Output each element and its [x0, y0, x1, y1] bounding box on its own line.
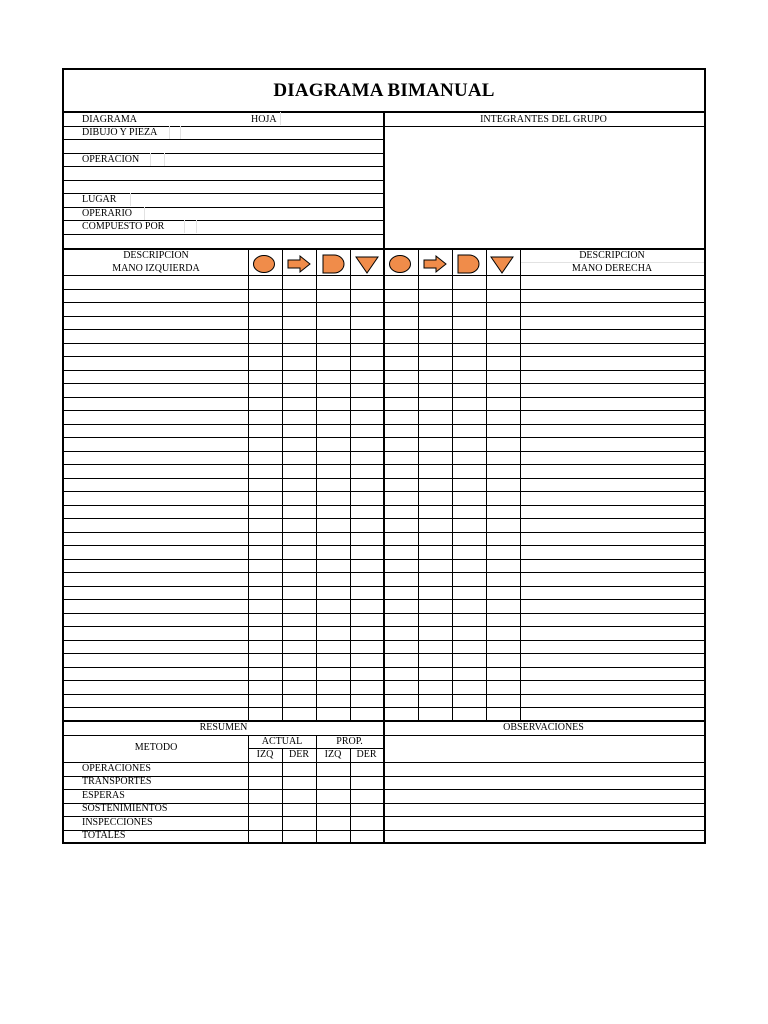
dibujo-pieza-label: DIBUJO Y PIEZA — [82, 127, 158, 138]
row-line — [64, 410, 704, 411]
divider — [280, 112, 281, 125]
row-line — [64, 275, 704, 276]
row-line — [64, 302, 704, 303]
operation-circle-icon — [250, 252, 278, 276]
row-line — [64, 626, 704, 627]
row-line — [64, 370, 704, 371]
actual-label: ACTUAL — [261, 736, 303, 747]
divider — [316, 249, 317, 720]
row-line — [64, 640, 704, 641]
summary-row-inspecciones: INSPECCIONES — [82, 817, 153, 828]
divider — [383, 249, 385, 720]
row-line — [64, 816, 704, 817]
row-line — [64, 424, 704, 425]
row-line — [64, 166, 383, 167]
summary-row-operaciones: OPERACIONES — [82, 763, 151, 774]
row-line — [64, 491, 704, 492]
divider — [130, 193, 131, 206]
transport-arrow-icon — [420, 252, 450, 276]
delay-d-icon — [453, 252, 483, 276]
left-hand-label: MANO IZQUIERDA — [112, 263, 200, 274]
row-line — [64, 316, 704, 317]
row-line — [64, 289, 704, 290]
row-line — [64, 532, 704, 533]
divider — [144, 207, 145, 220]
row-line — [64, 383, 704, 384]
row-line — [64, 437, 704, 438]
divider — [196, 220, 197, 233]
row-line — [64, 478, 704, 479]
row-line — [64, 329, 704, 330]
actual-der-label: DER — [289, 749, 309, 760]
divider — [282, 249, 283, 720]
row-line — [64, 343, 704, 344]
page-title: DIAGRAMA BIMANUAL — [273, 80, 495, 101]
row-line — [64, 559, 704, 560]
divider — [383, 126, 704, 127]
divider — [520, 262, 704, 263]
storage-triangle-icon — [352, 252, 382, 276]
row-line — [64, 518, 704, 519]
lugar-label: LUGAR — [82, 194, 117, 205]
row-line — [64, 397, 704, 398]
divider — [180, 126, 181, 139]
compuesto-por-label: COMPUESTO POR — [82, 221, 165, 232]
divider — [169, 126, 170, 139]
row-line — [64, 694, 704, 695]
transport-arrow-icon — [284, 252, 314, 276]
row-line — [64, 356, 704, 357]
actual-izq-label: IZQ — [256, 749, 274, 760]
hoja-label: HOJA — [251, 114, 277, 125]
operation-circle-icon — [386, 252, 414, 276]
integrantes-label: INTEGRANTES DEL GRUPO — [480, 114, 607, 125]
diagrama-label: DIAGRAMA — [82, 114, 137, 125]
row-line — [64, 464, 704, 465]
divider — [383, 111, 385, 248]
divider — [64, 762, 704, 763]
row-line — [64, 653, 704, 654]
row-line — [64, 667, 704, 668]
prop-label: PROP. — [336, 736, 363, 747]
row-line — [64, 234, 383, 235]
row-line — [64, 680, 704, 681]
row-line — [64, 789, 704, 790]
row-line — [64, 180, 383, 181]
operario-label: OPERARIO — [82, 208, 133, 219]
row-line — [64, 830, 704, 831]
divider — [383, 721, 385, 844]
metodo-label: METODO — [134, 742, 178, 753]
row-line — [64, 572, 704, 573]
summary-row-sostenimientos: SOSTENIMIENTOS — [82, 803, 168, 814]
divider — [64, 735, 704, 736]
row-line — [64, 613, 704, 614]
resumen-label: RESUMEN — [199, 722, 248, 733]
row-line — [64, 586, 704, 587]
row-line — [64, 776, 704, 777]
divider — [418, 249, 419, 720]
row-line — [64, 545, 704, 546]
divider — [520, 249, 521, 720]
summary-row-esperas: ESPERAS — [82, 790, 125, 801]
storage-triangle-icon — [487, 252, 517, 276]
row-line — [64, 599, 704, 600]
divider — [452, 249, 453, 720]
summary-row-totales: TOTALES — [82, 830, 126, 841]
right-desc-label: DESCRIPCION — [579, 250, 645, 261]
row-line — [64, 139, 383, 140]
divider — [184, 220, 185, 233]
operacion-label: OPERACION — [82, 154, 140, 165]
right-hand-label: MANO DERECHA — [571, 263, 653, 274]
row-line — [64, 505, 704, 506]
divider — [164, 153, 165, 166]
prop-izq-label: IZQ — [324, 749, 342, 760]
divider — [248, 249, 249, 720]
row-line — [64, 707, 704, 708]
prop-der-label: DER — [356, 749, 377, 760]
divider — [350, 249, 351, 720]
left-desc-label: DESCRIPCION — [123, 250, 189, 261]
delay-d-icon — [318, 252, 348, 276]
row-line — [64, 451, 704, 452]
divider — [486, 249, 487, 720]
summary-row-transportes: TRANSPORTES — [82, 776, 152, 787]
bimanual-chart-form — [62, 68, 706, 844]
divider — [150, 153, 151, 166]
observaciones-label: OBSERVACIONES — [503, 722, 584, 733]
